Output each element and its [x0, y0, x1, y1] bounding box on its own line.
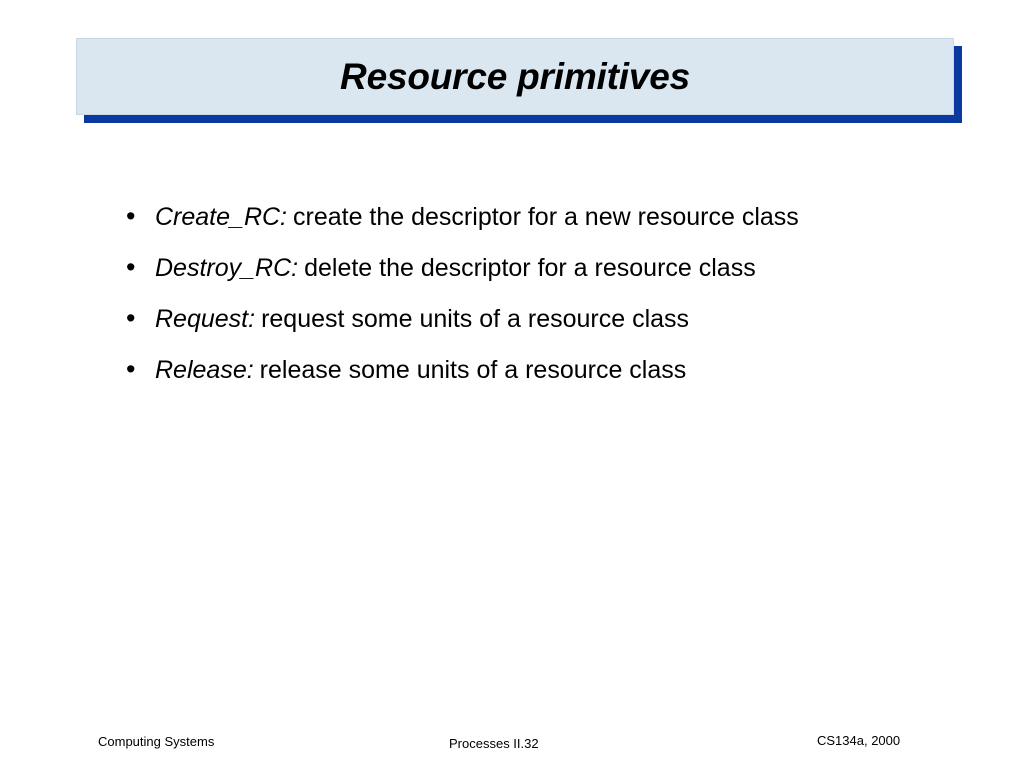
footer-page-number: Processes II.32	[449, 736, 539, 751]
bullet-icon: •	[126, 252, 136, 282]
bullet-item	[126, 195, 986, 246]
bullet-list	[126, 195, 986, 399]
bullet-term: Release:	[155, 356, 254, 384]
bullet-term: Destroy_RC:	[155, 254, 299, 282]
bullet-icon: •	[126, 354, 136, 384]
bullet-text: release some units of a resource class	[259, 356, 687, 384]
bullet-item	[126, 246, 986, 297]
footer-course-code: CS134a, 2000	[817, 733, 901, 748]
bullet-text: request some units of a resource class	[261, 305, 690, 333]
title-banner	[76, 38, 954, 115]
footer-course-name: Computing Systems	[98, 734, 215, 749]
bullet-text: delete the descriptor for a resource class	[304, 254, 756, 282]
bullet-item	[126, 297, 986, 348]
bullet-item	[126, 348, 986, 399]
bullet-text: create the descriptor for a new resource class	[293, 203, 799, 231]
bullet-term: Create_RC:	[155, 203, 287, 231]
slide-title: Resource primitives	[340, 55, 690, 97]
bullet-term: Request:	[155, 305, 256, 333]
bullet-icon: •	[126, 303, 136, 333]
bullet-icon: •	[126, 201, 136, 231]
